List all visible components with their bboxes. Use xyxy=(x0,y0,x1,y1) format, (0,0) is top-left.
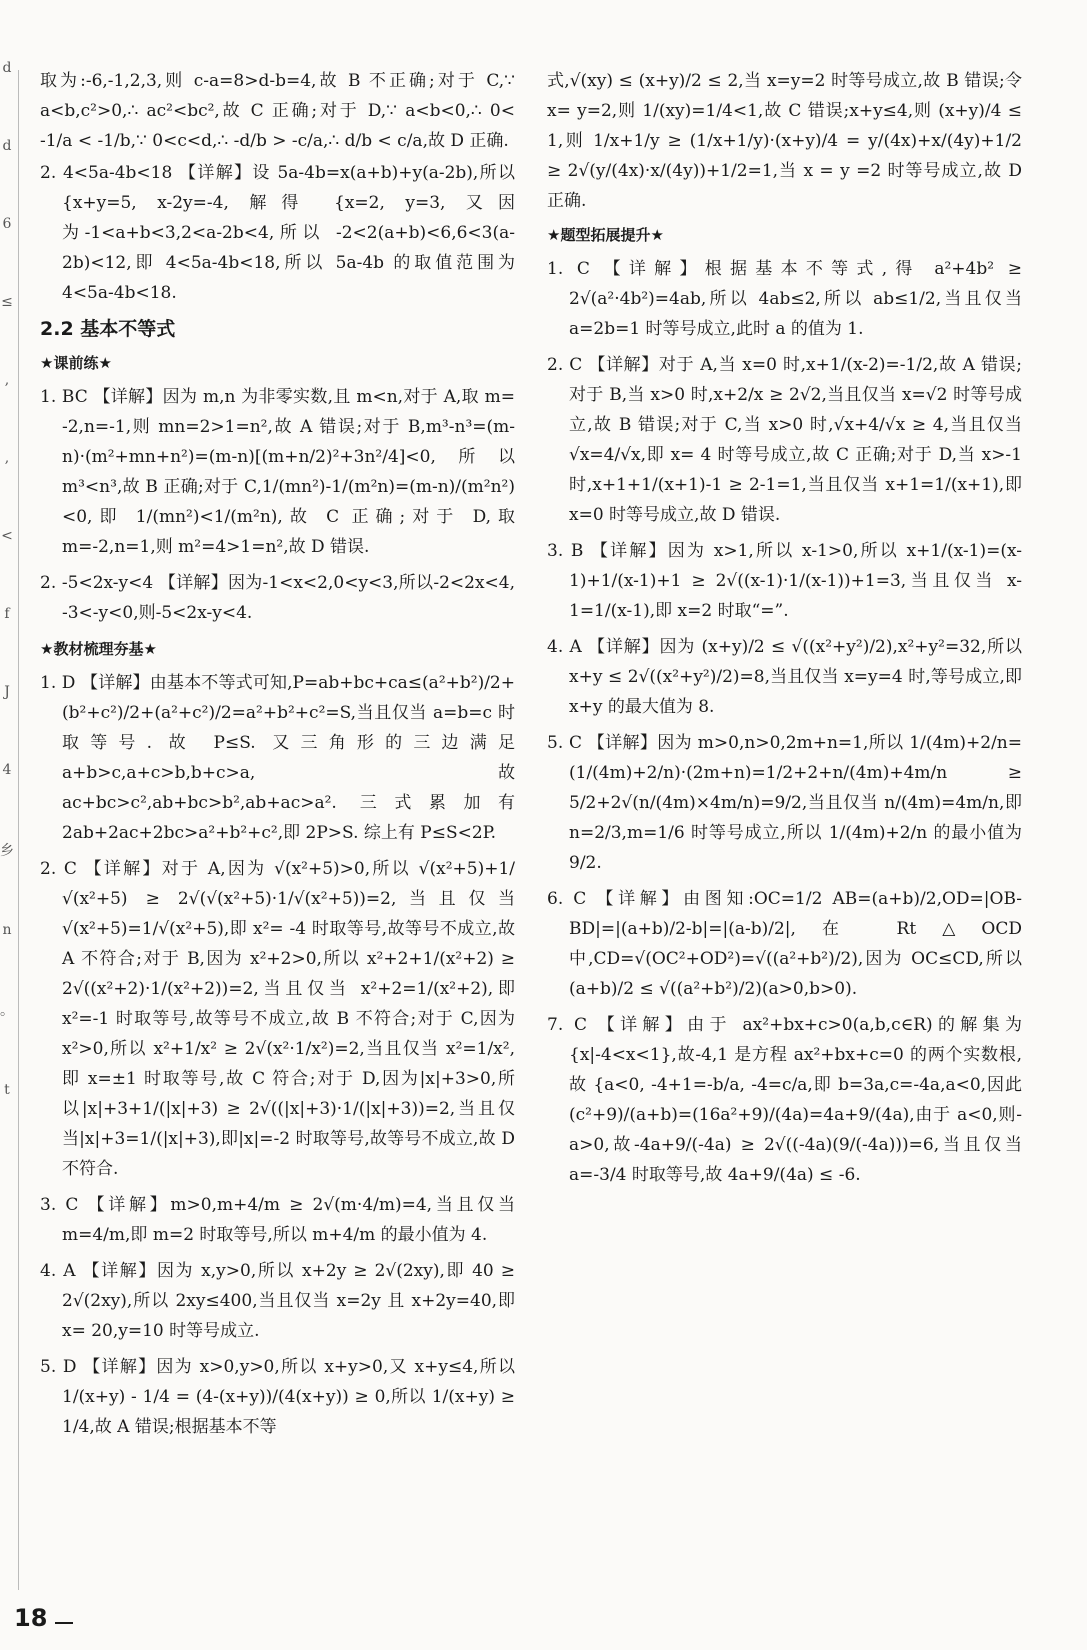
answer-item: 2. -5<2x-y<4 【详解】因为-1<x<2,0<y<3,所以-2<2x<4, -3<-y<0,则-5<2x-y<4. xyxy=(40,573,515,623)
answer-item: 1. C 【详解】根据基本不等式,得 a²+4b² ≥ 2√(a²·4b²)=4ab,所以 4ab≤2,所以 ab≤1/2,当且仅当 a=2b=1 时等号成立,此时 a 的值为 1. xyxy=(547,259,1022,339)
sub-header: ★课前练★ xyxy=(40,354,112,372)
sub-header: ★教材梳理夯基★ xyxy=(40,640,157,658)
margin-edge-strip xyxy=(0,60,14,1600)
left-column xyxy=(40,66,515,1448)
margin-char: , xyxy=(4,372,10,388)
answer-item: 4. A 【详解】因为 (x+y)/2 ≤ √((x²+y²)/2),x²+y²=32,所以 x+y ≤ 2√((x²+y²)/2)=8,当且仅当 x=y=4 时,等号成立,即 x+y 的最大值为 8. xyxy=(547,637,1022,717)
answer-item: 2. C 【详解】对于 A,因为 √(x²+5)>0,所以 √(x²+5)+1/√(x²+5) ≥ 2√(√(x²+5)·1/√(x²+5))=2,当且仅当 √(x²+5)=1/√(x²+5),即 x²= -4 时取等号,故等号不成立,故 A 不符合;对于 B,因为 x²+2>0,所以 x²+2+1/(x²+2) ≥ 2√((x²+2)·1/(x²+2))=2,当且仅当 x²+2=1/(x²+2),即 x²=-1 时取等号,故等号不成立,故 B 不符合;对于 C,因为 x²>0,所以 x²+1/x² ≥ 2√(x²·1/x²)=2,当且仅当 x²=1/x²,即 x=±1 时取等号,故 C 符合;对于 D,因为|x|+3>0,所以|x|+3+1/(|x|+3) ≥ 2√((|x|+3)·1/(|x|+3))=2,当且仅当|x|+3=1/(|x|+3),即|x|=-2 时取等号,故等号不成立,故 D 不符合. xyxy=(40,859,515,1179)
sub-header: ★题型拓展提升★ xyxy=(547,226,664,244)
margin-char: J xyxy=(4,684,10,700)
right-column xyxy=(547,66,1022,1196)
text-paragraph: 取为:-6,-1,2,3,则 c-a=8>d-b=4,故 B 不正确;对于 C,∵ a<b,c²>0,∴ ac²<bc²,故 C 正确;对于 D,∵ a<b<0,∴ 0< -1/a < -1/b,∵ 0<c<d,∴ -d/b > -c/a,∴ d/b < c/a,故 D 正确. xyxy=(40,71,515,151)
answer-item: 1. BC 【详解】因为 m,n 为非零实数,且 m<n,对于 A,取 m= -2,n=-1,则 mn=2>1=n²,故 A 错误;对于 B,m³-n³=(m-n)·(m²+mn+n²)=(m-n)[(m+n/2)²+3n²/4]<0,所以 m³<n³,故 B 正确;对于 C,1/(mn²)-1/(m²n)=(m-n)/(m²n²)<0,即 1/(mn²)<1/(m²n),故 C 正确;对于 D,取 m=-2,n=1,则 m²=4>1=n²,故 D 错误. xyxy=(40,387,515,557)
left-rule xyxy=(18,70,19,1590)
answer-item: 2. 4<5a-4b<18 【详解】设 5a-4b=x(a+b)+y(a-2b),所以 {x+y=5, x-2y=-4, 解得 {x=2, y=3, 又因为-1<a+b<3,2<a-2b<4,所以 -2<2(a+b)<6,6<3(a-2b)<12,即 4<5a-4b<18,所以 5a-4b 的取值范围为 4<5a-4b<18. xyxy=(40,163,515,303)
page-number-dash xyxy=(55,1622,73,1624)
margin-char: n xyxy=(2,922,12,938)
answer-item: 5. D 【详解】因为 x>0,y>0,所以 x+y>0,又 x+y≤4,所以 1/(x+y) - 1/4 = (4-(x+y))/(4(x+y)) ≥ 0,所以 1/(x+y) ≥ 1/4,故 A 错误;根据基本不等 xyxy=(40,1357,515,1437)
margin-char: < xyxy=(1,528,13,544)
margin-char: ≤ xyxy=(1,294,13,310)
margin-char: t xyxy=(4,1082,10,1098)
answer-item: 3. C 【详解】m>0,m+4/m ≥ 2√(m·4/m)=4,当且仅当 m=4/m,即 m=2 时取等号,所以 m+4/m 的最小值为 4. xyxy=(40,1195,515,1245)
page-number: 18 xyxy=(14,1604,48,1632)
margin-char: 6 xyxy=(2,216,12,232)
answer-item: 4. A 【详解】因为 x,y>0,所以 x+2y ≥ 2√(2xy),即 40 ≥ 2√(2xy),所以 2xy≤400,当且仅当 x=2y 且 x+2y=40,即 x= 20,y=10 时等号成立. xyxy=(40,1261,515,1341)
margin-char: 乡 xyxy=(0,843,14,859)
margin-char: d xyxy=(2,60,12,76)
margin-char: d xyxy=(2,138,12,154)
answer-item: 7. C 【详解】由于 ax²+bx+c>0(a,b,c∈R)的解集为{x|-4<x<1},故-4,1 是方程 ax²+bx+c=0 的两个实数根,故 {a<0, -4+1=-b/a, -4=c/a,即 b=3a,c=-4a,a<0,因此 (c²+9)/(a+b)=(16a²+9)/(4a)=4a+9/(4a),由于 a<0,则-a>0,故-4a+9/(-4a) ≥ 2√((-4a)(9/(-4a)))=6,当且仅当 a=-3/4 时取等号,故 4a+9/(4a) ≤ -6. xyxy=(547,1015,1022,1185)
margin-char: 4 xyxy=(2,762,12,778)
answer-item: 5. C 【详解】因为 m>0,n>0,2m+n=1,所以 1/(4m)+2/n=(1/(4m)+2/n)·(2m+n)=1/2+2+n/(4m)+4m/n ≥ 5/2+2√(n/(4m)×4m/n)=9/2,当且仅当 n/(4m)=4m/n,即 n=2/3,m=1/6 时等号成立,所以 1/(4m)+2/n 的最小值为 9/2. xyxy=(547,733,1022,873)
answer-item: 2. C 【详解】对于 A,当 x=0 时,x+1/(x-2)=-1/2,故 A 错误;对于 B,当 x>0 时,x+2/x ≥ 2√2,当且仅当 x=√2 时等号成立,故 B 错误;对于 C,当 x>0 时,√x+4/√x ≥ 4,当且仅当 √x=4/√x,即 x= 4 时等号成立,故 C 正确;对于 D,当 x>-1 时,x+1+1/(x+1)-1 ≥ 2-1=1,当且仅当 x+1=1/(x+1),即 x=0 时等号成立,故 D 错误. xyxy=(547,355,1022,525)
margin-char: 。 xyxy=(0,1003,14,1019)
answer-item: 3. B 【详解】因为 x>1,所以 x-1>0,所以 x+1/(x-1)=(x-1)+1/(x-1)+1 ≥ 2√((x-1)·1/(x-1))+1=3,当且仅当 x-1=1/(x-1),即 x=2 时取“=”. xyxy=(547,541,1022,621)
text-paragraph: 式,√(xy) ≤ (x+y)/2 ≤ 2,当 x=y=2 时等号成立,故 B 错误;令 x= y=2,则 1/(xy)=1/4<1,故 C 错误;x+y≤4,则 (x+y)/4 ≤ 1,则 1/x+1/y ≥ (1/x+1/y)·(x+y)/4 = y/(4x)+x/(4y)+1/2 ≥ 2√(y/(4x)·x/(4y))+1/2=1,当 x = y =2 时等号成立,故 D 正确. xyxy=(547,71,1022,211)
margin-char: , xyxy=(4,450,10,466)
answer-item: 6. C 【详解】由图知:OC=1/2 AB=(a+b)/2,OD=|OB-BD|=|(a+b)/2-b|=|(a-b)/2|,在 Rt△OCD 中,CD=√(OC²+OD²)=√((a²+b²)/2),因为 OC≤CD,所以 (a+b)/2 ≤ √((a²+b²)/2)(a>0,b>0). xyxy=(547,889,1022,999)
margin-char: f xyxy=(4,606,10,622)
answer-item: 1. D 【详解】由基本不等式可知,P=ab+bc+ca≤(a²+b²)/2+(b²+c²)/2+(a²+c²)/2=a²+b²+c²=S,当且仅当 a=b=c 时取等号. 故 P≤S. 又三角形的三边满足 a+b>c,a+c>b,b+c>a,故 ac+bc>c²,ab+bc>b²,ab+ac>a². 三式累加有 2ab+2ac+2bc>a²+b²+c²,即 2P>S. 综上有 P≤S<2P. xyxy=(40,673,515,843)
section-title: 2.2 基本不等式 xyxy=(40,318,176,340)
